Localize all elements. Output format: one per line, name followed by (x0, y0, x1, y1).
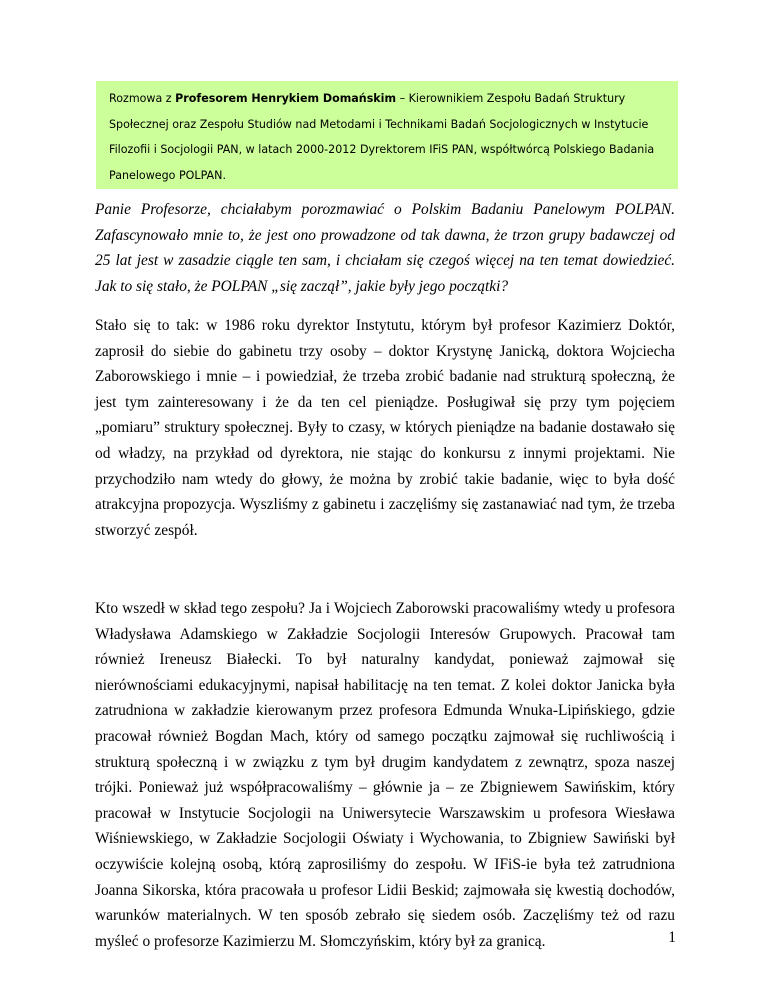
interviewee-name: Profesorem Henrykiem Domańskim (175, 92, 397, 105)
intro-prefix: Rozmowa z (109, 92, 176, 105)
intro-description: – Kierownikiem Zespołu Badań Struktury Społecznej oraz Zespołu Studiów nad Metodami i Technikami Badań Socjologicznych w Instytucie Filozofii i Socjologii PAN, w latach 2000-2012 Dyrektorem IFiS PAN, współtwórcą Polskiego Badania Panelowego POLPAN. (109, 92, 655, 182)
answer-paragraph-1: Stało się to tak: w 1986 roku dyrektor Instytutu, którym był profesor Kazimierz Doktór, zaprosił do siebie do gabinetu trzy osoby – doktor Krystynę Janicką, doktora Wojciecha Zaborowskiego i mnie – i powiedział, że trzeba zrobić badanie nad strukturą społeczną, że jest tym zainteresowany i że da ten cel pieniądze. Posługiwał się przy tym pojęciem „pomiaru” struktury społecznej. Były to czasy, w których pieniądze na badanie dostawało się od władzy, na przykład od dyrektora, nie stając do konkursu z innymi projektami. Nie przychodziło nam wtedy do głowy, że można by zrobić takie badanie, więc to była dość atrakcyjna propozycja. Wyszliśmy z gabinetu i zaczęliśmy się zastanawiać nad tym, że trzeba stworzyć zespół. (95, 317, 675, 539)
interview-intro-box (96, 81, 678, 189)
page-number: 1 (668, 929, 676, 946)
answer-paragraph-2: Kto wszedł w skład tego zespołu? Ja i Wojciech Zaborowski pracowaliśmy wtedy u profesora Władysława Adamskiego w Zakładzie Socjologii Interesów Grupowych. Pracował tam również Ireneusz Białecki. To był naturalny kandydat, ponieważ zajmował się nierównościami edukacyjnymi, napisał habilitację na ten temat. Z kolei doktor Janicka była zatrudniona w zakładzie kierowanym przez profesora Edmunda Wnuka-Lipińskiego, gdzie pracował również Bogdan Mach, który od samego początku zajmował się ruchliwością i strukturą społeczną i w związku z tym był drugim kandydatem z zewnątrz, spoza naszej trójki. Ponieważ już współpracowaliśmy – głównie ja – ze Zbigniewem Sawińskim, który pracował w Instytucie Socjologii na Uniwersytecie Warszawskim u profesora Wiesława Wiśniewskiego, w Zakładzie Socjologii Oświaty i Wychowania, to Zbigniew Sawiński był oczywiście kolejną osobą, którą zaprosiliśmy do zespołu. W IFiS-ie była też zatrudniona Joanna Sikorska, która pracowała u profesor Lidii Beskid; zajmowała się kwestią dochodów, warunków materialnych. W ten sposób zebrało się siedem osób. Zaczęliśmy też od razu myśleć o profesorze Kazimierzu M. Słomczyńskim, który był za granicą. (95, 600, 675, 950)
interview-question: Panie Profesorze, chciałabym porozmawiać o Polskim Badaniu Panelowym POLPAN. Zafascynowało mnie to, że jest ono prowadzone od tak dawna, że trzon grupy badawczej od 25 lat jest w zasadzie ciągle ten sam, i chciałam się czegoś więcej na ten temat dowiedzieć. Jak to się stało, że POLPAN „się zaczął”, jakie były jego początki? (95, 201, 675, 295)
